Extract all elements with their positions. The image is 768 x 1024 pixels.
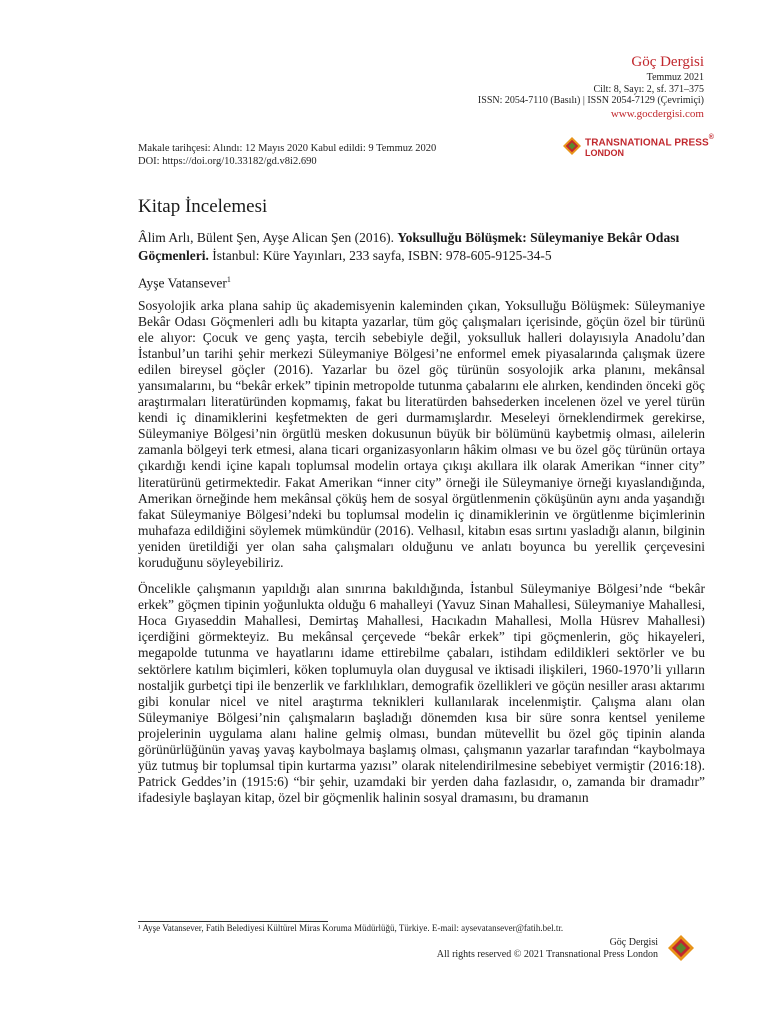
article-history [138,142,436,168]
doi-link[interactable]: DOI: https://doi.org/10.33182/gd.v8i2.690 [138,156,317,167]
publisher-registered-mark: ® [708,134,715,141]
journal-volume: Cilt: 8, Sayı: 2, sf. 371–375 [593,83,704,95]
reviewer-name-text: Ayşe Vatansever [138,275,227,291]
citation-publisher-info: İstanbul: Küre Yayınları, 233 sayfa, ISBN: 978-605-9125-34-5 [208,247,552,263]
page-footer [437,937,658,961]
publisher-logo [563,133,714,158]
publisher-name [585,133,714,158]
journal-url-link[interactable]: www.gocdergisi.com [610,107,704,120]
journal-name: Göç Dergisi [631,54,704,70]
book-citation [138,229,705,264]
footnote: ¹ Ayşe Vatansever, Fatih Belediyesi Kültürel Miras Koruma Müdürlüğü, Türkiye. E-mail: aysevatansever@fatih.bel.tr. [138,923,564,933]
publisher-name-line1: TRANSNATIONAL PRESS [585,137,709,149]
paragraph-1: Sosyolojik arka plana sahip üç akademisyenin kaleminden çıkan, Yoksulluğu Bölüşmek: Süleymaniye Bekâr Odası Göçmenleri adlı bu kitapta yazarlar, tüm göç çalışmaları içerisinde, göçün özel bir türünü ele alıyor: Çocuk ve genç yaşta, tercih sebebiyle değil, yoksulluk halleri dolayısıyla Anadolu’dan İstanbul’un tarihi şehir merkezi Süleymaniye Bölgesi’ne enformel emek piyasalarında çalışmak üzere edilen bireysel göçler (2016). Yazarlar bu özel göç türünün sosyolojik arka planını, mekânsal yansımalarını, bu “bekâr erkek” tipinin metropolde tutunma çabalarını ele alırken, kendinden önceki göç araştırmaları literatüründen kopmamış, fakat bu literatürden bahsederken incelenen özel ve yerel türün kendi iç dinamiklerini keşfetmekten de geri durmamışlardır. Meseleyi örneklendirmek gerekirse, Süleymaniye Bölgesi’nin örgütlü mesken dokusunun büyük bir bölümünü kaybetmiş olması, ailelerin zamanla bölgeyi terk etmesi, alana ticari organizasyonların hâkim olması ve bu özel göç türünün ortaya çıkardığı kendi içine kapalı toplumsal modelin ortaya çıkışı akıllara ilk olarak Amerikan “inner city” literatürünü getirmektedir. Fakat Amerikan “inner city” örneği ile Süleymaniye örneği kıyaslandığında, Amerikan örneğinde hem mekânsal çöküş hem de sosyal örgütlenmenin çöküşünün aynı anda yaşandığı fakat Süleymaniye Bölgesi’ndeki bu toplumsal modelin iç dinamiklerinin ve örgütlenme biçimlerinin muhafaza edildiğini söylemek mümkündür (2016). Velhasıl, kitabın esas sırtını yasladığı alanın, bilginin yeniden üretildiği yer olan saha çalışmaları olduğunu ve anlatı boyunca bu yerellik çerçevesini koruduğunu söyleyebiliriz. [138,297,705,570]
footnote-marker[interactable]: 1 [226,275,231,284]
footer-rights: All rights reserved © 2021 Transnational Press London [436,949,658,960]
article-body [138,193,705,806]
citation-authors: Âlim Arlı, Bülent Şen, Ayşe Alican Şen (2016). [138,230,398,245]
transnational-press-logo-icon [563,137,581,155]
paragraph-2: Öncelikle çalışmanın yapıldığı alan sınırına bakıldığında, İstanbul Süleymaniye Bölgesi’nde “bekâr erkek” göçmen tipinin yoğunlukta olduğu 6 mahalleyi (Yavuz Sinan Mahallesi, Süleymaniye Mahallesi, Hoca Gıyaseddin Mahallesi, Demirtaş Mahallesi, Hacıkadın Mahallesi, Molla Hüsrev Mahallesi) içerdiğini görmekteyiz. Bu mekânsal çerçevede “bekâr erkek” tipi göçmenlerin, göç hikayeleri, megapolde tutunma ve hayatlarını idame ettirebilme çabaları, istihdam edildikleri sektörler ve bu sektörlere katılım biçimleri, köken toplumuyla olan duygusal ve iktisadi ilişkileri, 1960-1970’li yılların nostaljik gurbetçi tipi ile benzerlik ve farklılıkları, demografik özellikleri ve göçün nesiller arası aktarımı gibi konular nicel ve nitel araştırma teknikleri kullanılarak incelenmiştir. Çalışma alanı olan Süleymaniye Bölgesi’nin çalışmaların başladığı dönemden kısa bir süre sonra kentsel yenileme projelerinin uygulama alanı haline gelmiş olması, bundan mütevellit bu özel göç tipinin alanda görünürlüğünün yavaş yavaş kaybolmaya başlamış olması, çalışmanın yazarlar tarafından “kaybolmaya yüz tutmuş bir toplumsal tipin kurtarma yazısı” olarak nitelendirilmesine sebebiyet vermiştir (2016:18). Patrick Geddes’in (1915:6) “bir şehir, uzamdaki bir yerden daha fazlasıdır, o, zamanda bir dramadır” ifadesiyle başlayan kitap, özel bir göçmenlik halinin sosyal dramasını, bu dramanın [138,581,705,806]
footer-journal-name: Göç Dergisi [609,937,658,948]
journal-header [478,53,704,121]
publisher-name-line2: LONDON [585,148,624,159]
footer-logo-icon [668,935,694,961]
section-title: Kitap İncelemesi [138,196,268,217]
history-dates: Makale tarihçesi: Alındı: 12 Mayıs 2020 Kabul edildi: 9 Temmuz 2020 [138,143,437,154]
journal-issn: ISSN: 2054-7110 (Basılı) | ISSN 2054-7129 (Çevrimiçi) [477,95,704,106]
journal-date: Temmuz 2021 [646,72,704,83]
reviewer-name [138,271,705,292]
citation-book-title: Yoksulluğu Bölüşmek: Süleymaniye Bekâr Odası Göçmenleri. [138,230,680,263]
